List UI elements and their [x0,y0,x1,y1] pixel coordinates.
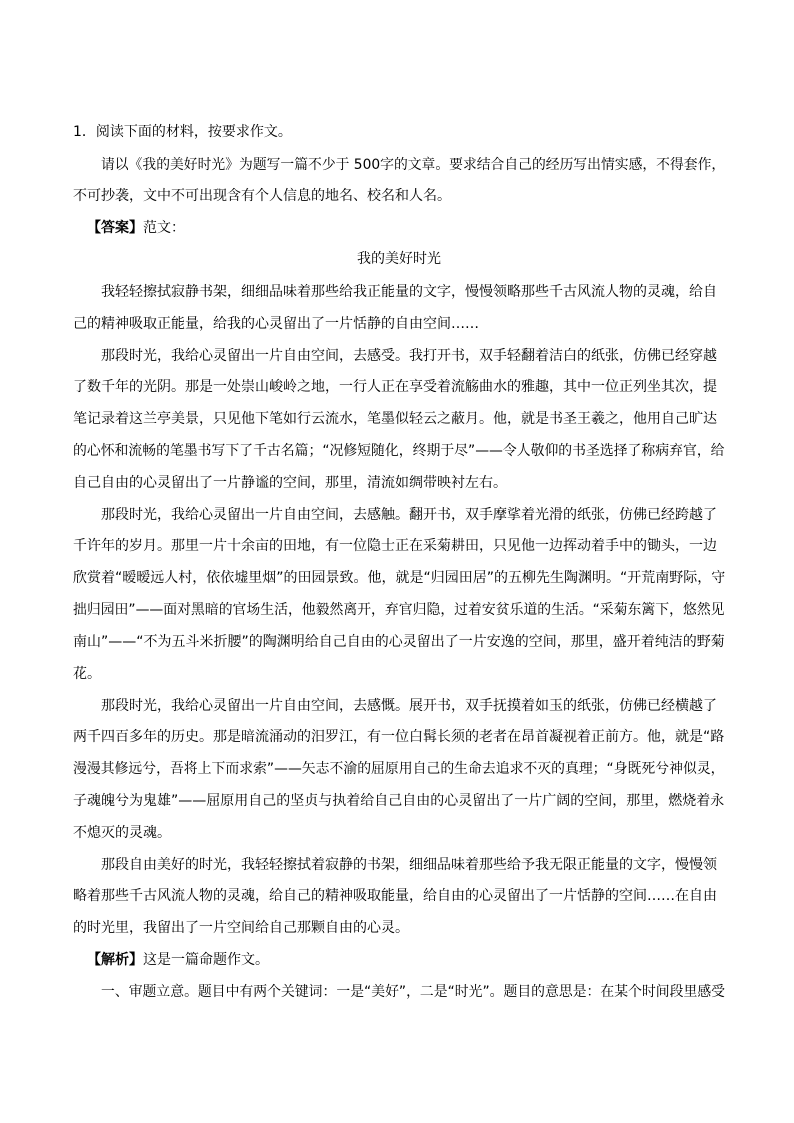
essay-p2-line3: 笔记录着这兰亭美景，只见他下笔如行云流水，笔墨似轻云之蔽月。他，就是书圣王羲之，他用自己旷达 [73,411,717,427]
essay-p1-line2: 己的精神吸取正能量，给我的心灵留出了一片恬静的自由空间…… [73,316,479,332]
essay-p5-line2: 略着那些千古风流人物的灵魂，给自己的精神吸取能量，给自由的心灵留出了一片恬静的空间……在自由 [73,888,717,904]
answer-heading [87,218,185,238]
essay-p5-line3: 的时光里，我留出了一片空间给自己那颗自由的心灵。 [73,920,409,936]
essay-p4-line2: 两千四百多年的历史。那是暗流涌动的汨罗江，有一位白髯长须的老者在昂首凝视着正前方。他，就是“路 [73,729,725,745]
essay-p4-line5: 不熄灭的灵魂。 [73,825,171,841]
essay-p3-line4: 拙归园田”——面对黑暗的官场生活，他毅然离开，弃官归隐，过着安贫乐道的生活。“采菊东篱下，悠然见 [73,602,725,618]
question-title: 1．阅读下面的材料，按要求作文。 [73,124,292,140]
essay-p4-line1: 那段时光，我给心灵留出一片自由空间，去感慨。展开书，双手抚摸着如玉的纸张，仿佛已经横越了 [101,698,717,714]
essay-title: 我的美好时光 [357,251,441,267]
essay-p2-line5: 自己自由的心灵留出了一片静谧的空间，那里，清流如绸带映衬左右。 [73,475,507,491]
analysis-text: 这是一篇命题作文。 [143,952,269,968]
essay-p3-line2: 千许年的岁月。那里一片十余亩的田地，有一位隐士正在采菊耕田，只见他一边挥动着手中的锄头，一边 [73,538,717,554]
document-page [73,0,725,1123]
answer-tag: 【答案】 [87,220,143,236]
essay-p3-line1: 那段时光，我给心灵留出一片自由空间，去感触。翻开书，双手摩挲着光滑的纸张，仿佛已经跨越了 [101,507,717,523]
analysis-tag: 【解析】 [87,952,143,968]
answer-label: 范文： [143,220,185,236]
essay-p4-line4: 子魂魄兮为鬼雄”——屈原用自己的坚贞与执着给自己自由的心灵留出了一片广阔的空间，那里，燃烧着永 [73,793,725,809]
essay-p2-line1: 那段时光，我给心灵留出一片自由空间，去感受。我打开书，双手轻翻着洁白的纸张，仿佛已经穿越 [101,348,717,364]
essay-p3-line6: 花。 [73,666,101,682]
essay-p3-line3: 欣赏着“暧暧远人村，依依墟里烟”的田园景致。他，就是“归园田居”的五柳先生陶渊明。“开荒南野际，守 [73,570,726,586]
essay-p2-line4: 的心怀和流畅的笔墨书写下了千古名篇；“况修短随化，终期于尽”——令人敬仰的书圣选择了称病弃官，给 [73,443,725,459]
essay-p3-line5: 南山”——“不为五斗米折腰”的陶渊明给自己自由的心灵留出了一片安逸的空间，那里，盛开着纯洁的野菊 [73,634,725,650]
essay-p2-line2: 了数千年的光阴。那是一处崇山峻岭之地，一行人正在享受着流觞曲水的雅趣，其中一位正列坐其次，提 [73,379,717,395]
essay-p4-line3: 漫漫其修远兮，吾将上下而求索”——矢志不渝的屈原用自己的生命去追求不灭的真理；“身既死兮神似灵， [73,761,725,777]
prompt-line-1: 请以《我的美好时光》为题写一篇不少于 500字的文章。要求结合自己的经历写出情实感，不得套作， [101,157,726,173]
analysis-point-1: 一、审题立意。题目中有两个关键词：一是“美好”，二是“时光”。题目的意思是：在某个时间段里感受 [101,984,726,1000]
analysis-heading [87,950,269,970]
essay-p1-line1: 我轻轻擦拭寂静书架，细细品味着那些给我正能量的文字，慢慢领略那些千古风流人物的灵魂，给自 [101,284,717,300]
essay-p5-line1: 那段自由美好的时光，我轻轻擦拭着寂静的书架，细细品味着那些给予我无限正能量的文字，慢慢领 [101,857,717,873]
prompt-line-2: 不可抄袭，文中不可出现含有个人信息的地名、校名和人名。 [73,188,451,204]
